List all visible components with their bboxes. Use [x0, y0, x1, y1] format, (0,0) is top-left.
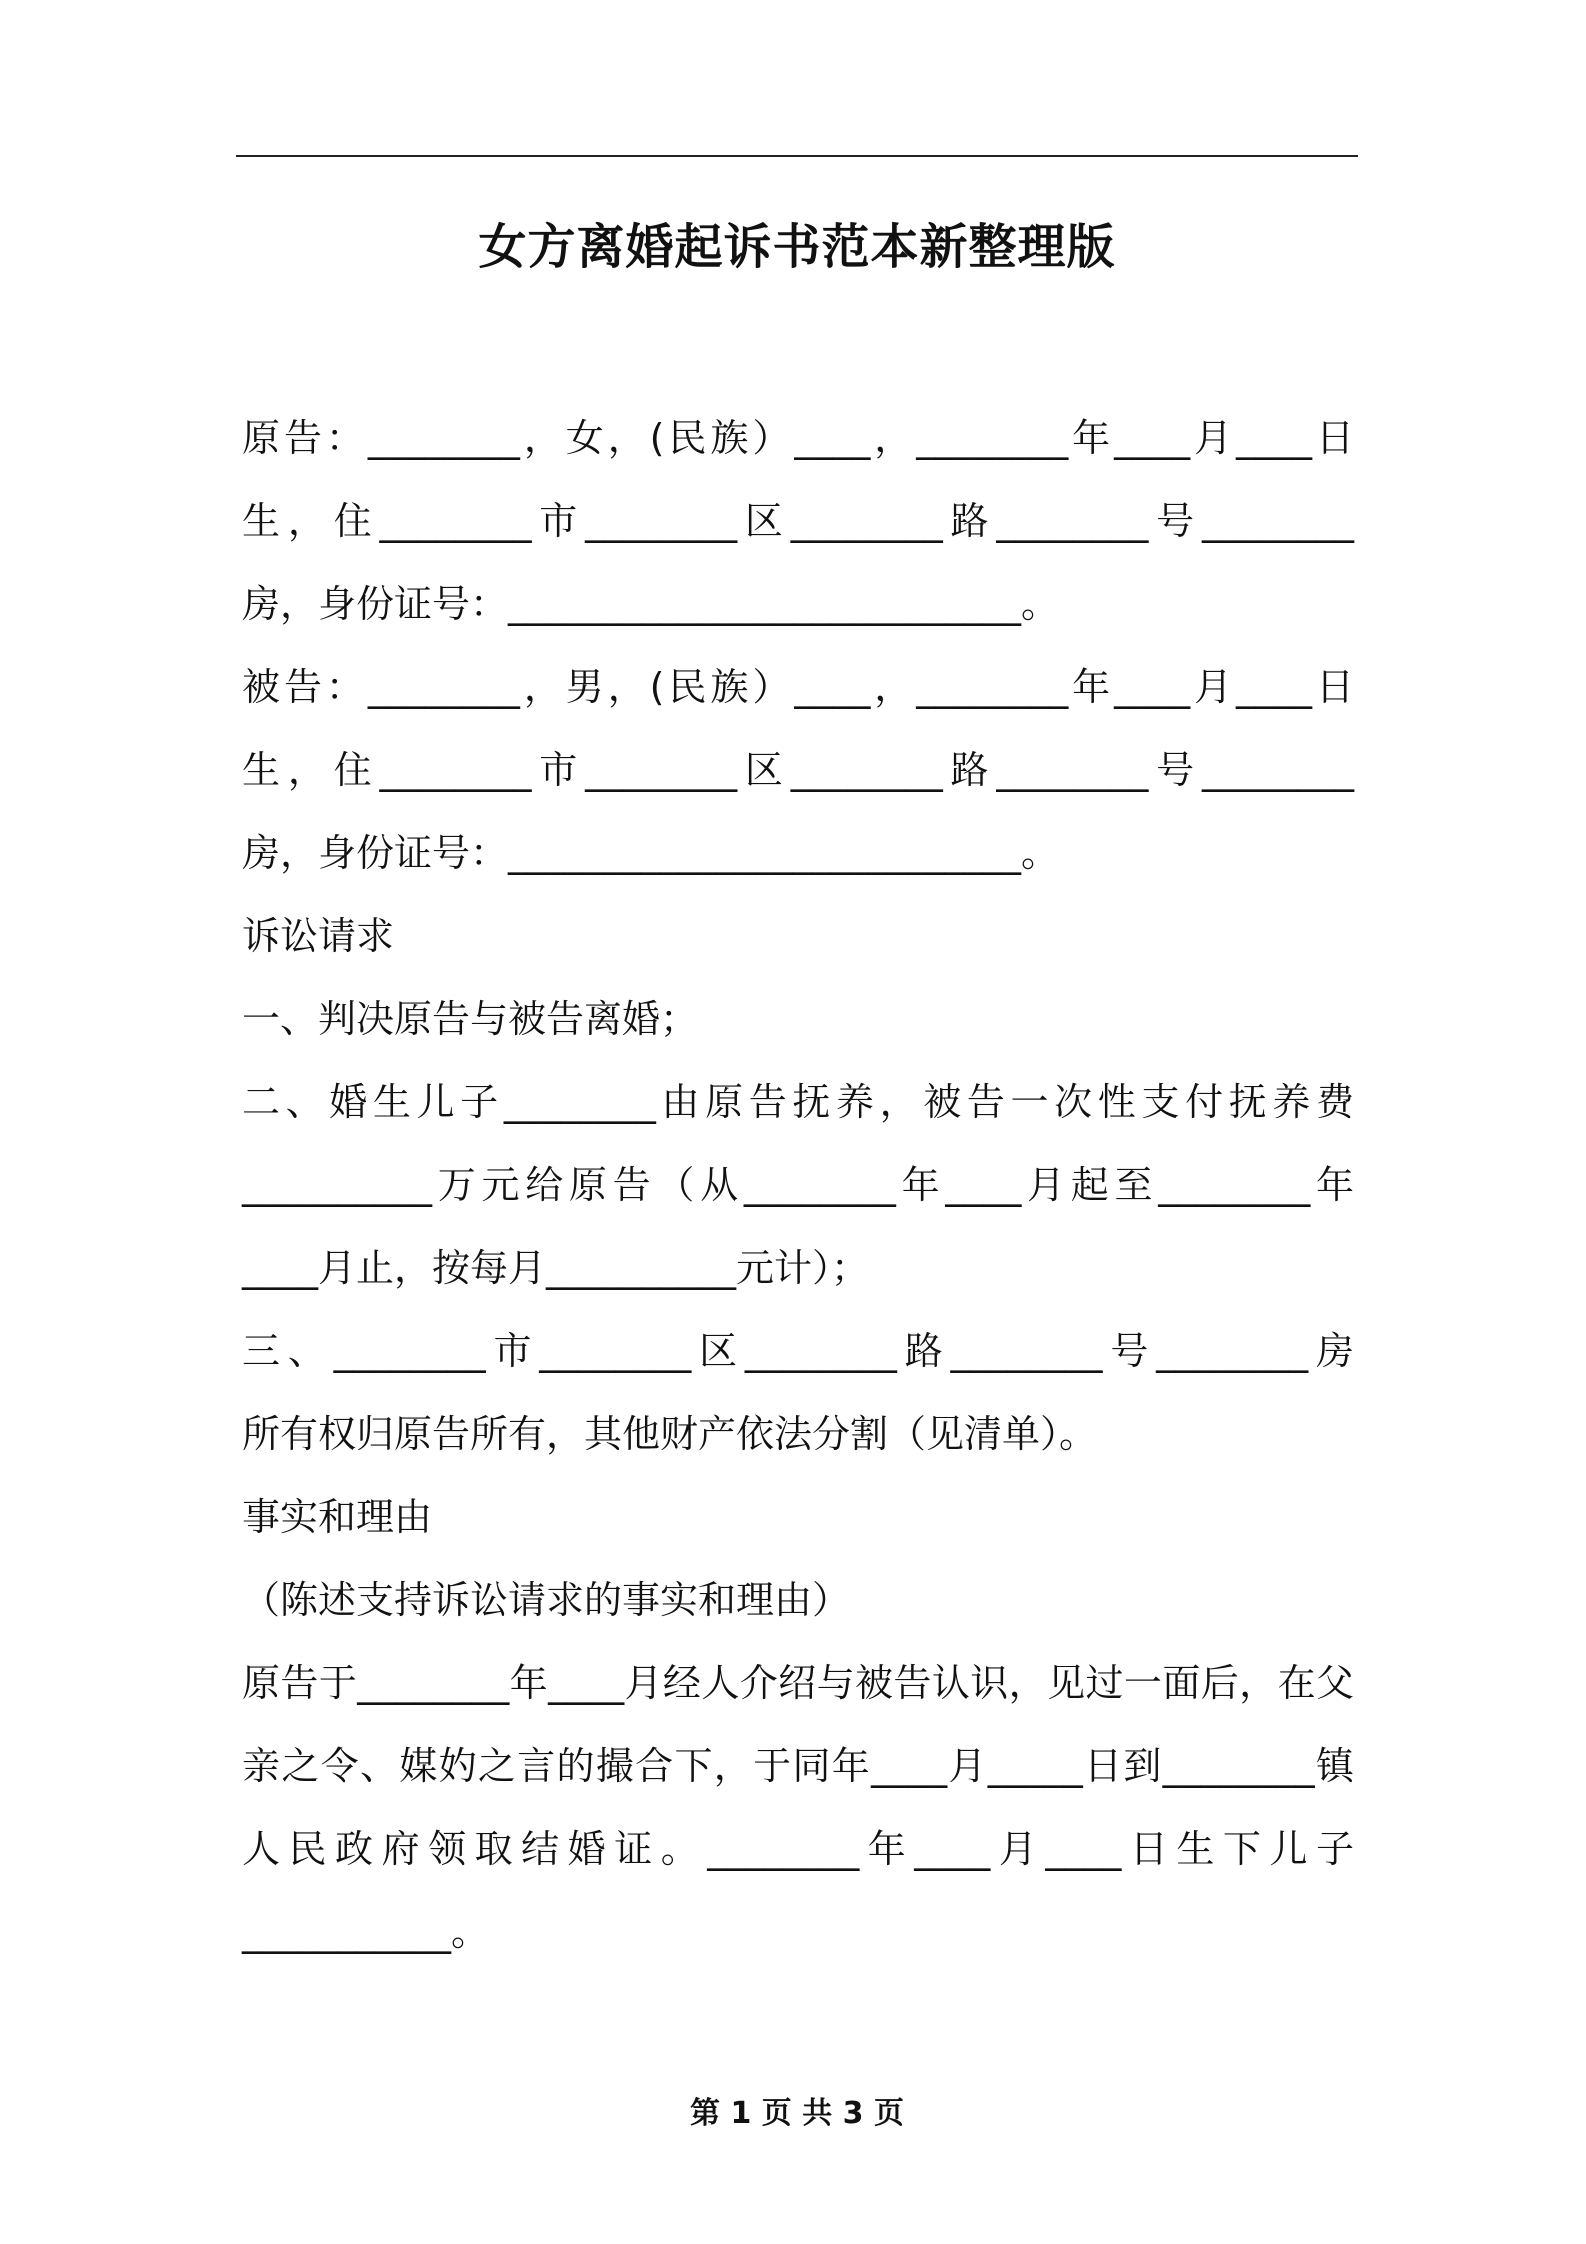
- plaintiff-line-1: 原告：________，女，(民族）____，________年____月____日: [242, 416, 1354, 460]
- defendant-line-3: 房，身份证号：___________________________。: [242, 831, 1060, 875]
- section-heading-claims: 诉讼请求: [242, 914, 395, 958]
- header-divider: [236, 155, 1358, 157]
- facts-line-2: 亲之令、媒妁之言的撮合下，于同年____月_____日到________镇: [242, 1744, 1354, 1788]
- page-number-footer: 第 1 页 共 3 页: [690, 2096, 904, 2131]
- claim-line-5: 三、________市________区________路________号________房: [242, 1329, 1354, 1373]
- defendant-line-1: 被告：________，男，(民族）____，________年____月____日: [242, 665, 1354, 709]
- plaintiff-line-3: 房，身份证号：___________________________。: [242, 582, 1060, 626]
- facts-instruction: （陈述支持诉讼请求的事实和理由）: [242, 1578, 851, 1622]
- facts-line-3: 人民政府领取结婚证。________年____月____日生下儿子: [242, 1827, 1354, 1871]
- claim-line-1: 一、判决原告与被告离婚；: [242, 997, 699, 1041]
- claim-line-2: 二、婚生儿子________由原告抚养，被告一次性支付抚养费: [242, 1080, 1354, 1124]
- claim-line-4: ____月止，按每月__________元计）；: [242, 1246, 870, 1290]
- facts-line-1: 原告于________年____月经人介绍与被告认识，见过一面后，在父: [242, 1661, 1354, 1705]
- claim-line-3: __________万元给原告（从________年____月起至________年: [242, 1163, 1354, 1207]
- defendant-line-2: 生，住________市________区________路________号________: [242, 748, 1354, 792]
- plaintiff-line-2: 生，住________市________区________路________号________: [242, 499, 1354, 543]
- claim-line-6: 所有权归原告所有，其他财产依法分割（见清单）。: [242, 1412, 1098, 1456]
- facts-line-4: ___________。: [242, 1910, 490, 1954]
- section-heading-facts: 事实和理由: [242, 1495, 433, 1539]
- document-title: 女方离婚起诉书范本新整理版: [478, 219, 1116, 275]
